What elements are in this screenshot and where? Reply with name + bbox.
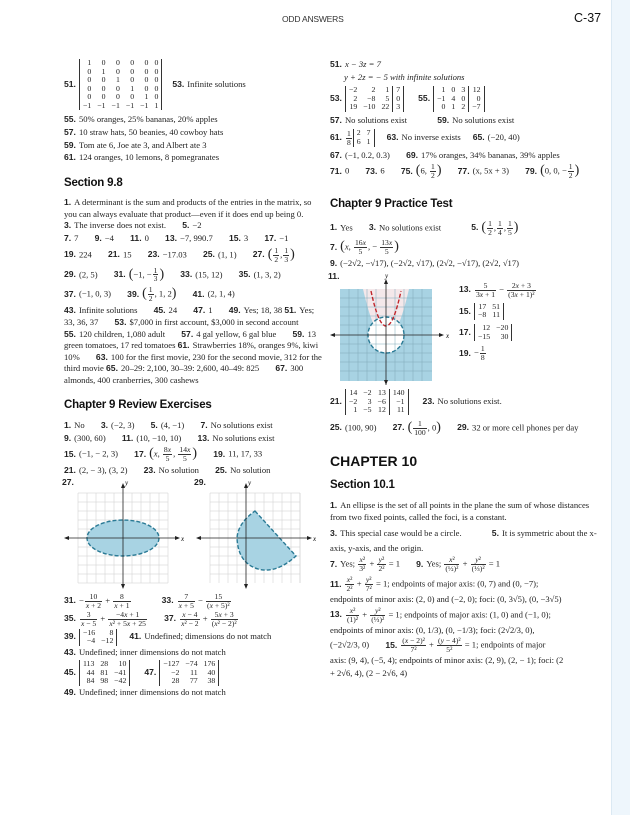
practice-answers-25-29: 25. (100, 90) 27. ( $\frac{1}{100}$ , 0) 29. 32 or more cell phones per day [330, 418, 579, 437]
answers-19-27: 19. 224 21. 15 23. −17.03 25. (1, 1) 27. ( $\frac{1}{2}$ , $\frac{1}{3}$ ) [64, 245, 295, 264]
answers-7-17: 7. 7 9. −4 11. 0 13. −7, 990.7 15. 3 17. −1 [64, 233, 289, 244]
ch10-answer-11: 11. $\frac{\text{x²}}{\text{2²}}$ + $\frac{\text{y²}}{\text{7²}}$ = 1; endpoints of major axis: (0, 7) and (0, −7); [330, 575, 539, 594]
svg-text:y: y [248, 478, 252, 487]
answers-37-41: 37. (−1, 0, 3) 39. ( $\frac{1}{2}$ , 1, 2) 41. (2, 1, 4) [64, 285, 235, 304]
practice-answer-7: 7. (x, $\frac{16x}{5}$ , − $\frac{13x}{5}$ ) [330, 238, 399, 257]
matrix: −16 8 −4 −12 [79, 629, 117, 646]
ch10-answers-7-9: 7. Yes; $\frac{\text{x²}}{\text{3²}}$ + $\frac{\text{y²}}{\text{2²}}$ = 1 9. Yes; $\frac{\text{x²}}{\text{(½)²}}$ + $\frac{\text{y²}}{\text{(⅓)²}}$ = 1 [330, 555, 501, 574]
answer-61: 61. 124 oranges, 10 lemons, 8 pomegranates [64, 152, 220, 163]
augmented-matrix: −2 2 1 7 2 −8 5 0 19 −10 22 3 [345, 86, 404, 112]
section-heading-10-1: Section 10.1 [330, 479, 395, 492]
right-column: 51. x − 3z = 7 y + 2z = − 5 with infinite solutions 53. −2 2 1 7 2 −8 5 0 19 −10 22 3 55. 1 0 3 12 −1 4 0 0 0 1 2 −7 57. No solutions exist 59. No solutions exist 61. $\frac{1}{8}$ 2 7 6 1 63. No inverse exists 65. (−20, 40) 67. (−1, 0.2, 0.3) 69. 17% oranges, 34% bananas, 39% apples 71. 0 73. 6 75. (6, $\frac{1}{2}$ ) 77. (x, 5x + 3) 79. (0, 0, − $\frac{1}{2}$ ) Chapter 9 Practice Test 1. Yes 3. No solutions exist 5. ( $\frac{1}{2}$ , $\frac{1}{4}$ , $\frac{1}{5}$ ) 7. (x, $\frac{16x}{5}$ , − $\frac{13x}{5}$ ) 9. (−2√2, −√17), (−2√2, √17), (2√2, −√17), (2√2, √17) 11. x y 13. $\frac{5}{3x + 1}$ − $\frac{2x + 3}{\text{(3x + 1)²}}$ 15. 17 51 −8 11 17. 12 −20 −15 30 19. − $\frac{1}{8}$ 21. 14 −2 13 140 −2 3 −6 −1 1 −5 12 11 23. No solutions exist. 25. (100, 90) 27. ( $\frac{1}{100}$ , 0) 29. 32 or more cell phones per day CHAPTER 10 Section 10.1 1. An ellipse is the set of all points in the plane the sum of whose distances from two fixed points, called the foci, is a constant. 3. This special case would be a circle. 5. It is symmetric about the x-axis, y-axis, and the origin. 7. Yes; $\frac{\text{x²}}{\text{3²}}$ + $\frac{\text{y²}}{\text{2²}}$ = 1 9. Yes; $\frac{\text{x²}}{\text{(½)²}}$ + $\frac{\text{y²}}{\text{(⅓)²}}$ = 1 11. $\frac{\text{x²}}{\text{2²}}$ + $\frac{\text{y²}}{\text{7²}}$ = 1; endpoints of major axis: (0, 7) and (0, −7); endpoints of minor axis: (2, 0) and (−2, 0); foci: (0, 3√5), (0, −3√5) 13. $\frac{\text{x²}}{\text{(1)²}}$ + $\frac{\text{y²}}{\text{(⅓)²}}$ = 1; endpoints of major axis: (1, 0) and (−1, 0); endpoints of minor axis: (0, 1/3), (0, −1/3); foci: (2√2/3, 0), (−2√2/3, 0) 15. $\frac{\text{(x − 2)²}}{\text{7²}}$ + $\frac{\text{(y − 4)²}}{\text{5²}}$ = 1; endpoints of major axis: (9, 4), (−5, 4); endpoints of minor axis: (2, 9), (2, − 1); foci: (2 + 2√6, 4), (2 − 2√6, 4) [330, 58, 605, 680]
review-answers-15-19: 15. (−1, − 2, 3) 17. (x, $\frac{8x}{5}$ , $\frac{14x}{5}$ ) 19. 11, 17, 33 [64, 445, 263, 464]
svg-text:x: x [313, 534, 316, 543]
answers-67-69: 67. (−1, 0.2, 0.3) 69. 17% oranges, 34% bananas, 39% apples [330, 149, 560, 160]
review-graphs [62, 476, 322, 587]
region-graph-icon [196, 479, 316, 589]
answer-51-matrix: 51. 1 0 0 0 0 0 0 1 0 0 0 0 0 0 1 0 0 0 0 0 0 1 0 0 0 0 0 0 1 0 −1 −1 −1 −1 −1 1 53. Infinite solutions [64, 58, 246, 110]
answer-55: 55. 50% oranges, 25% bananas, 20% apples [64, 114, 218, 125]
matrix: −127 −74 176 −2 11 40 28 77 38 [159, 660, 219, 686]
review-answers-1-7: 1. No 3. (−2, 3) 5. (4, −1) 7. No solutions exist [64, 419, 273, 430]
answer-59: 59. Tom ate 6, Joe ate 3, and Albert ate 3 [64, 139, 207, 150]
review-answer-43: 43. Undefined; inner dimensions do not match [64, 646, 226, 657]
practice-11-19 [328, 270, 605, 385]
practice-answer-9: 9. (−2√2, −√17), (−2√2, √17), (2√2, −√17), (2√2, √17) [330, 258, 520, 269]
answers-53-55: 53. −2 2 1 7 2 −8 5 0 19 −10 22 3 55. 1 0 3 12 −1 4 0 0 0 1 2 −7 [330, 86, 605, 112]
augmented-matrix: 14 −2 13 140 −2 3 −6 −1 1 −5 12 11 [345, 389, 409, 415]
practice-answer-19: 19. − $\frac{1}{8}$ [459, 344, 485, 363]
ch10-answer-1: 1. An ellipse is the set of all points in the plane the sum of whose distances from two fixed points, called the foci, is a constant. [330, 499, 590, 522]
section-heading-practice: Chapter 9 Practice Test [330, 198, 453, 211]
review-answer-49: 49. Undefined; inner dimensions do not match [64, 686, 226, 697]
section-heading-9-8: Section 9.8 [64, 176, 123, 189]
svg-text:x: x [181, 534, 184, 543]
matrix: 17 51 −8 11 [474, 303, 504, 320]
matrix: 12 −20 −15 30 [474, 324, 512, 341]
review-answers-31-33: 31. − $\frac{10}{x + 2}$ + $\frac{8}{x + 1}$ 33. $\frac{7}{x + 5}$ − $\frac{15}{\text{(x + 5)²}}$ [64, 591, 230, 610]
ch10-answer-15: (−2√2/3, 0) 15. $\frac{\text{(x − 2)²}}{\text{7²}}$ + $\frac{\text{(y − 4)²}}{\text{5²}}$ = 1; endpoints of major [330, 636, 546, 655]
review-answers-21-25: 21. (2, − 3), (3, 2) 23. No solution 25. No solution [64, 465, 271, 476]
answer-1: 1. A determinant is the sum and products of the entries in the matrix, so you can always evaluate that product—even if it does end up being 0. 3. The inverse does not exist. 5. −2 [64, 197, 312, 231]
section-heading-review: Chapter 9 Review Exercises [64, 399, 212, 412]
ch10-answers-3-5: 3. This special case would be a circle. 5. It is symmetric about the x-axis, y-axis, and the origin. [330, 528, 597, 553]
ch10-answer-13: 13. $\frac{\text{x²}}{\text{(1)²}}$ + $\frac{\text{y²}}{\text{(⅓)²}}$ = 1; endpoints of major axis: (1, 0) and (−1, 0); [330, 605, 551, 624]
graph-27: 27. x y [64, 479, 184, 587]
svg-text:x: x [446, 331, 450, 340]
matrix: 113 28 10 44 81 −41 84 98 −42 [79, 660, 130, 686]
ellipse-graph-icon [64, 479, 184, 589]
practice-answer-15: 15. 17 51 −8 11 [459, 303, 537, 320]
answer-57: 57. 10 straw hats, 50 beanies, 40 cowboy hats [64, 126, 224, 137]
review-answers-9-13: 9. (300, 60) 11. (10, −10, 10) 13. No solutions exist [64, 432, 275, 443]
left-column [64, 58, 322, 700]
augmented-matrix: 1 0 3 12 −1 4 0 0 0 1 2 −7 [433, 86, 484, 112]
review-answers-35-37: 35. $\frac{3}{x - 5}$ + $\frac{-4x + 1}{\text{x² + 5x + 25}}$ 37. $\frac{x - 4}{\text{x² − 2}}$ + $\frac{5x + 3}{\text{(x² − 2)²}}$ [64, 609, 237, 628]
answers-71-79: 71. 0 73. 6 75. (6, $\frac{1}{2}$ ) 77. (x, 5x + 3) 79. (0, 0, − $\frac{1}{2}$ ) [330, 162, 580, 181]
review-answers-39-41: 39. −16 8 −4 −12 41. Undefined; dimensions do not match [64, 627, 272, 646]
page-header [0, 0, 611, 40]
chapter-heading: CHAPTER 10 [330, 452, 418, 469]
graph-11: 11. x y [330, 273, 455, 385]
practice-answer-13: 13. $\frac{5}{3x + 1}$ − $\frac{2x + 3}{\text{(3x + 1)²}}$ [459, 280, 535, 299]
answer-51: 51. x − 3z = 7 [330, 59, 381, 69]
review-answers-45-47: 45. 113 28 10 44 81 −41 84 98 −42 47. −127 −74 176 −2 11 40 28 77 38 [64, 660, 322, 686]
answers-57-59: 57. No solutions exist 59. No solutions exist [330, 114, 515, 125]
svg-text:y: y [385, 272, 389, 280]
page-edge-strip [611, 0, 630, 815]
svg-text:y: y [125, 478, 129, 487]
answers-61-65: 61. $\frac{1}{8}$ 2 7 6 1 63. No inverse exists 65. (−20, 40) [330, 128, 520, 147]
practice-answers-1-5: 1. Yes 3. No solutions exist 5. ( $\frac{1}{2}$ , $\frac{1}{4}$ , $\frac{1}{5}$ ) [330, 218, 519, 237]
graph-29: 29. x y [196, 479, 316, 587]
practice-answers-21-23: 21. 14 −2 13 140 −2 3 −6 −1 1 −5 12 11 23. No solutions exist. [330, 387, 502, 415]
matrix: 1 0 0 0 0 0 0 1 0 0 0 0 0 0 1 0 0 0 0 0 0 1 0 0 0 0 0 0 1 0 −1 −1 −1 −1 −1 1 [79, 59, 162, 110]
answers-43-67: 43. Infinite solutions 45. 24 47. 1 49. Yes; 18, 38 51. Yes; 33, 36, 37 53. $7,000 in first account, $3,000 in second account 55. 120 children, 1,080 adult 57. 4 gal yellow, 6 gal blue 59. 13 green tomatoes, 17 red tomatoes 61. Strawberries 18%, oranges 9%, kiwi 10% 63. 100 for the first movie, 230 for the second movie, 312 for the third movie 65. 20–29: 2,100, 30–39: 2,600, 40–49: 825 67. 300 almonds, 400 cranberries, 300 cashews [64, 305, 322, 385]
running-title: ODD ANSWERS [282, 14, 344, 24]
system-graph-icon [330, 273, 455, 385]
practice-answer-17: 17. 12 −20 −15 30 [459, 324, 537, 341]
page-number: C-37 [574, 11, 602, 25]
matrix: 2 7 6 1 [353, 129, 375, 146]
answers-29-35: 29. (2, 5) 31. (−1, − $\frac{1}{3}$ ) 33. (15, 12) 35. (1, 3, 2) [64, 265, 281, 284]
